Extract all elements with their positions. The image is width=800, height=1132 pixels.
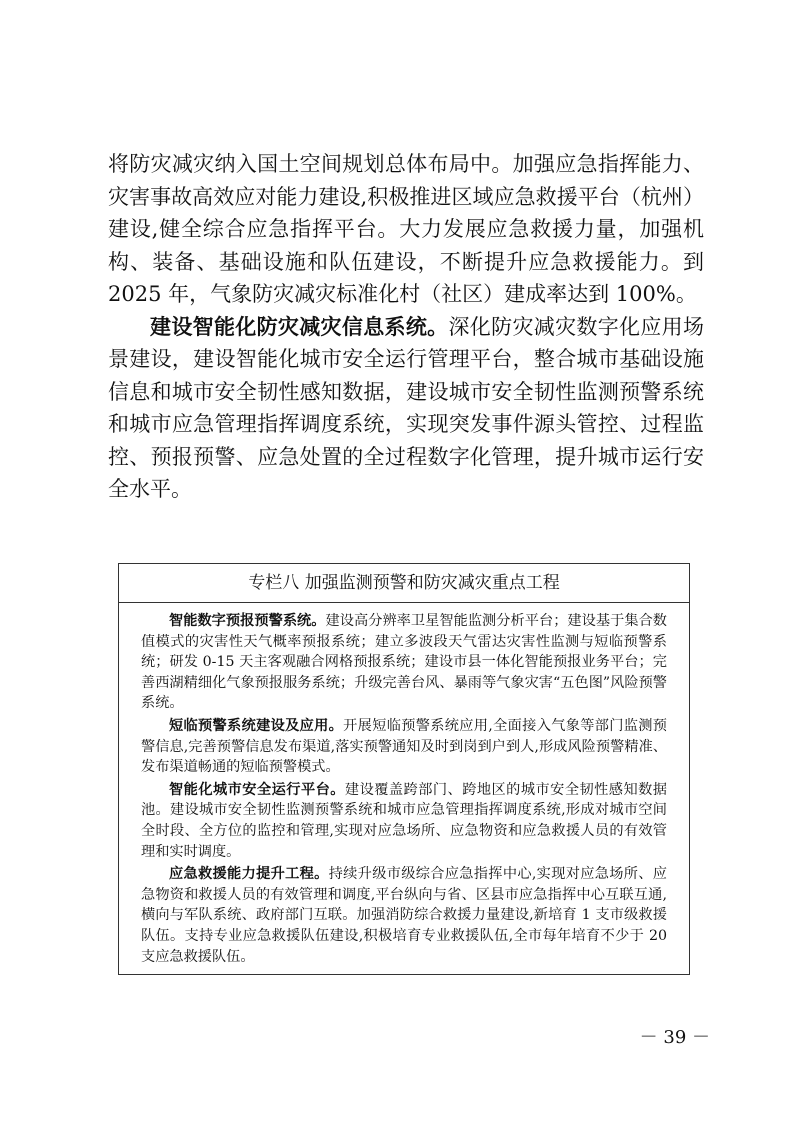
body-text: [108, 148, 704, 506]
paragraph-disaster-planning: 将防灾减灾纳入国土空间规划总体布局中。加强应急指挥能力、灾害事故高效应对能力建设,积极推进区域应急救援平台（杭州）建设,健全综合应急指挥平台。大力发展应急救援力量，加强机构、装备、基础设施和队伍建设，不断提升应急救援能力。到 2025 年，气象防灾减灾标准化村（社区）建成率达到 100%。: [108, 152, 704, 306]
box-item-rescue-capacity: [141, 864, 667, 967]
box-item-lead: 短临预警系统建设及应用。: [169, 717, 344, 734]
box-item-lead: 应急救援能力提升工程。: [169, 866, 329, 883]
paragraph-lead: 建设智能化防灾减灾信息系统。: [150, 314, 449, 339]
box-item-text: 开展短临预警系统应用,全面接入气象等部门监测预警信息,完善预警信息发布渠道,落实预警通知及时到岗到户到人,形成风险预警精准、发布渠道畅通的短临预警模式。: [141, 717, 667, 776]
box-item-text: 持续升级市级综合应急指挥中心,实现对应急场所、应急物资和救援人员的有效管理和调度,平台纵向与省、区县市应急指挥中心互联互通,横向与军队系统、政府部门互联。加强消防综合救援力量建设,新培育 1 支市级救援队伍。支持专业应急救援队伍建设,积极培育专业救援队伍,全市每年培育不少于 20 支应急救援队伍。: [141, 866, 667, 965]
feature-box-body: [119, 603, 689, 967]
feature-box: [118, 563, 690, 975]
feature-box-title: 专栏八 加强监测预警和防灾减灾重点工程: [119, 564, 689, 603]
page-number: － 39 －: [639, 1027, 710, 1048]
box-item-text: 建设高分辨率卫星智能监测分析平台；建设基于集合数值模式的灾害性天气概率预报系统；建立多波段天气雷达灾害性监测与短临预警系统；研发 0-15 天主客观融合网格预报系统；建设市县一体化智能预报业务平台；完善西湖精细化气象预报服务系统；升级完善台风、暴雨等气象灾害“五色图”风险预警系统。: [141, 613, 667, 712]
box-item-nowcast-system: [141, 716, 667, 778]
paragraph-smart-info-system: [108, 311, 704, 506]
box-item-city-safety-platform: [141, 780, 667, 862]
box-item-lead: 智能化城市安全运行平台。: [169, 781, 345, 798]
box-item-lead: 智能数字预报预警系统。: [169, 613, 326, 629]
box-item-forecast-system: [141, 611, 667, 714]
box-item-text: 建设覆盖跨部门、跨地区的城市安全韧性感知数据池。建设城市安全韧性监测预警系统和城市应急管理指挥调度系统,形成对城市空间全时段、全方位的监控和管理,实现对应急场所、应急物资和应急救援人员的有效管理和实时调度。: [141, 781, 667, 860]
paragraph-text: 深化防灾减灾数字化应用场景建设，建设智能化城市安全运行管理平台，整合城市基础设施信息和城市安全韧性感知数据，建设城市安全韧性监测预警系统和城市应急管理指挥调度系统，实现突发事件源头管控、过程监控、预报预警、应急处置的全过程数字化管理，提升城市运行安全水平。: [108, 314, 705, 501]
